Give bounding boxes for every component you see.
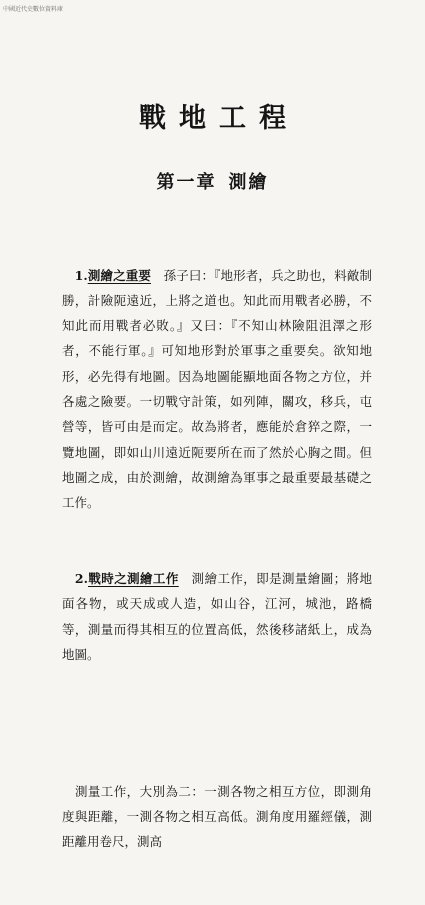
section-number: 2. bbox=[74, 571, 88, 587]
body-text bbox=[62, 212, 372, 905]
chapter-heading bbox=[0, 168, 425, 194]
paragraph-survey-work bbox=[62, 779, 372, 855]
paragraph-text: 測量工作，大別為二：一測各物之相互方位，即測角度與距離，一測各物之相互高低。測角度用羅經儀，測距離用卷尺，測高 bbox=[62, 783, 372, 850]
page-title: 戰地工程 bbox=[139, 103, 299, 134]
paragraph-wartime-survey bbox=[62, 566, 372, 667]
chapter-name: 測繪 bbox=[228, 172, 269, 193]
section-heading: 戰時之測繪工作 bbox=[87, 571, 179, 587]
paragraph-importance bbox=[62, 263, 372, 516]
section-heading: 測繪之重要 bbox=[87, 267, 151, 283]
paragraph-text: 測繪工作，即是測量繪圖；將地面各物，或天成或人造，如山谷，江河，城池，路橋等，測量而得其相互的位置高低，然後移諸紙上，成為地圖。 bbox=[62, 571, 372, 663]
section-number: 1. bbox=[74, 267, 88, 283]
paragraph-spacer bbox=[62, 718, 372, 728]
chapter-number: 第一章 bbox=[156, 172, 217, 193]
library-watermark: 中國近代史數位資料庫 bbox=[3, 6, 64, 13]
paragraph-text: 孫子曰：『地形者，兵之助也，料敵制勝，計險阨遠近，上將之道也。知此而用戰者必勝，不知此而用戰者必敗。』又曰：『不知山林險阻沮澤之形者，不能行軍。』可知地形對於軍事之重要矣。欲知地形，必先得有地圖。因為地圖能顯地面各物之方位，并各處之險要。一切戰守計策，如列陣，關攻，移兵，屯營等，皆可由是而定。故為將者，應能於倉猝之際，一覽地圖，即如山川遠近阨要所在而了然於心胸之間。但地圖之成，由於測繪，故測繪為軍事之最重要最基礎之工作。 bbox=[62, 267, 372, 511]
